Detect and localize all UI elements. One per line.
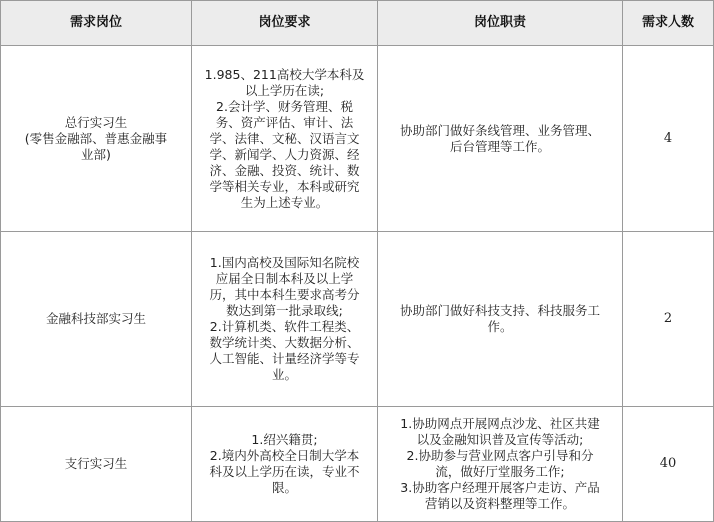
position-line: 业部) xyxy=(81,146,111,162)
count-cell: 2 xyxy=(623,232,714,407)
requirement-line: 1.985、211高校大学本科及 xyxy=(204,66,365,82)
requirements-cell xyxy=(192,232,378,407)
count-cell: 40 xyxy=(623,407,714,522)
requirement-line: 数学统计类、大数据分析、 xyxy=(209,335,360,350)
requirement-line: 应届全日制本科及以上学 xyxy=(215,271,354,286)
duty-line: 作。 xyxy=(487,319,513,334)
requirement-line: 生为上述专业。 xyxy=(240,194,329,210)
duty-line: 协助部门做好条线管理、业务管理、 xyxy=(399,122,600,138)
position-cell xyxy=(1,46,192,232)
duties-cell xyxy=(378,232,623,407)
position-cell xyxy=(1,407,192,522)
table-row xyxy=(1,407,714,522)
requirement-line: 学、新闻学、人力资源、经 xyxy=(209,146,360,162)
requirement-line: 限。 xyxy=(271,480,297,495)
requirement-line: 人工智能、计量经济学等专 xyxy=(209,351,360,366)
requirement-line: 1.绍兴籍贯; xyxy=(251,432,318,447)
position-line: 金融科技部实习生 xyxy=(45,311,146,326)
duty-line: 1.协助网点开展网点沙龙、社区共建 xyxy=(400,416,600,431)
requirement-line: 学、法律、文秘、汉语言文 xyxy=(209,130,360,146)
duty-line: 流，做好厅堂服务工作; xyxy=(435,464,565,479)
requirement-line: 务、资产评估、审计、法 xyxy=(215,114,354,130)
duty-line: 营销以及资料整理等工作。 xyxy=(424,496,575,511)
position-line: 总行实习生 xyxy=(64,114,128,130)
header-count: 需求人数 xyxy=(623,1,714,46)
count-cell: 4 xyxy=(623,46,714,232)
requirements-cell xyxy=(192,407,378,522)
header-requirements: 岗位要求 xyxy=(192,1,378,46)
header-duties: 岗位职责 xyxy=(378,1,623,46)
requirement-line: 历，其中本科生要求高考分 xyxy=(209,287,360,302)
position-cell xyxy=(1,232,192,407)
duty-line: 后台管理等工作。 xyxy=(449,138,550,154)
table-header-row xyxy=(1,1,714,46)
requirement-line: 以上学历在读; xyxy=(244,82,325,98)
requirement-line: 科及以上学历在读，专业不 xyxy=(209,464,360,479)
requirement-line: 1.国内高校及国际知名院校 xyxy=(209,255,360,270)
duties-cell xyxy=(378,46,623,232)
header-position: 需求岗位 xyxy=(1,1,192,46)
requirement-line: 业。 xyxy=(271,367,297,382)
requirement-line: 2.会计学、财务管理、税 xyxy=(216,98,353,114)
position-line: (零售金融部、普惠金融事 xyxy=(24,130,168,146)
requirement-line: 2.境内外高校全日制大学本 xyxy=(209,448,360,463)
duties-cell xyxy=(378,407,623,522)
requirement-line: 学等相关专业，本科或研究 xyxy=(209,178,360,194)
requirements-cell xyxy=(192,46,378,232)
table-row xyxy=(1,232,714,407)
requirement-line: 2.计算机类、软件工程类、 xyxy=(209,319,360,334)
duty-line: 3.协助客户经理开展客户走访、产品 xyxy=(400,480,600,495)
position-line: 支行实习生 xyxy=(64,456,128,471)
requirement-line: 数达到第一批录取线; xyxy=(226,303,343,318)
duty-line: 以及金融知识普及宣传等活动; xyxy=(416,432,584,447)
table-row xyxy=(1,46,714,232)
duty-line: 2.协助参与营业网点客户引导和分 xyxy=(406,448,594,463)
duty-line: 协助部门做好科技支持、科技服务工 xyxy=(399,303,600,318)
requirement-line: 济、金融、投资、统计、数 xyxy=(209,162,360,178)
